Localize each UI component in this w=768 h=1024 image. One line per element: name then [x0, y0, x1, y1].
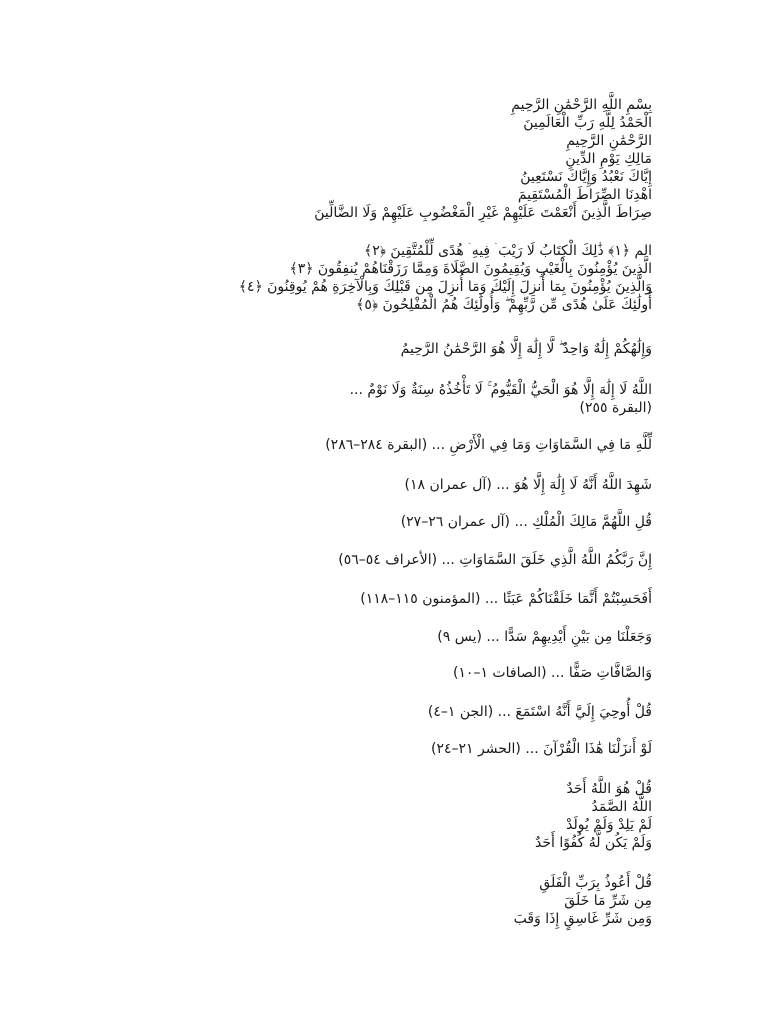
reference-line: قُلْ أُوحِيَ إِلَيَّ أَنَّهُ اسْتَمَعَ ... (الجن ١–٤): [427, 704, 652, 720]
verse-line: صِرَاطَ الَّذِينَ أَنْعَمْتَ عَلَيْهِمْ غَيْرِ الْمَغْضُوبِ عَلَيْهِمْ وَلَا الضَّالِّينَ: [314, 205, 652, 221]
verse-line: أُولَٰئِكَ عَلَىٰ هُدًى مِّن رَّبِّهِمْ ۖ وَأُولَٰئِكَ هُمُ الْمُفْلِحُونَ ﴿٥﴾: [356, 297, 652, 313]
reference-line: شَهِدَ اللَّهُ أَنَّهُ لَا إِلَٰهَ إِلَّا هُوَ ... (آل عمران ١٨): [404, 477, 652, 493]
verse-line: الرَّحْمَٰنِ الرَّحِيمِ: [566, 133, 652, 149]
verse-line: وَإِلَٰهُكُمْ إِلَٰهٌ وَاحِدٌ ۖ لَّا إِلَٰهَ إِلَّا هُوَ الرَّحْمَٰنُ الرَّحِيمُ: [400, 341, 652, 357]
reference-line: وَجَعَلْنَا مِن بَيْنِ أَيْدِيهِمْ سَدًّا ... (يس ٩): [437, 629, 652, 645]
verse-ilahukum: [112, 340, 652, 358]
reference-line: أَفَحَسِبْتُمْ أَنَّمَا خَلَقْنَاكُمْ عَبَثًا ... (المؤمنون ١١٥–١١٨): [360, 591, 652, 607]
verse-line: قُلْ هُوَ اللَّهُ أَحَدٌ: [566, 781, 652, 797]
reference-line: إِنَّ رَبَّكُمُ اللَّهُ الَّذِي خَلَقَ السَّمَاوَاتِ ... (الأعراف ٥٤–٥٦): [338, 552, 652, 568]
verse-line: وَالَّذِينَ يُؤْمِنُونَ بِمَا أُنزِلَ إِلَيْكَ وَمَا أُنزِلَ مِن قَبْلِكَ وَبِالْآخِرَةِ هُمْ يُوقِنُونَ ﴿٤﴾: [238, 279, 652, 295]
verse-line: اللَّهُ الصَّمَدُ: [591, 799, 652, 815]
verse-line: الم ﴿١﴾ ذَٰلِكَ الْكِتَابُ لَا رَيْبَ ۛ فِيهِ ۛ هُدًى لِّلْمُتَّقِينَ ﴿٢﴾: [364, 243, 652, 259]
ayat-kursi: [112, 381, 652, 417]
reference-line: لِّلَّهِ مَا فِي السَّمَاوَاتِ وَمَا فِي الْأَرْضِ ... (البقرة ٢٨٤–٢٨٦): [325, 437, 652, 453]
verse-line: مِن شَرِّ مَا خَلَقَ: [564, 893, 652, 909]
verse-line: اهْدِنَا الصِّرَاطَ الْمُسْتَقِيمَ: [517, 187, 652, 203]
verse-line: مَالِكِ يَوْمِ الدِّينِ: [565, 151, 652, 167]
baqarah-opening: [112, 242, 652, 314]
verse-line: إِيَّاكَ نَعْبُدُ وَإِيَّاكَ نَسْتَعِينُ: [520, 169, 652, 185]
surah-ikhlas: [112, 780, 652, 852]
surah-falaq: [112, 874, 652, 928]
reference-line: وَالصَّافَّاتِ صَفًّا ... (الصافات ١–١٠): [452, 665, 652, 681]
verse-line: لَمْ يَلِدْ وَلَمْ يُولَدْ: [566, 817, 652, 833]
verse-reference: (البقرة ٢٥٥): [579, 400, 652, 416]
verse-line: وَمِن شَرِّ غَاسِقٍ إِذَا وَقَبَ: [513, 911, 652, 927]
verse-line: الَّذِينَ يُؤْمِنُونَ بِالْغَيْبِ وَيُقِيمُونَ الصَّلَاةَ وَمِمَّا رَزَقْنَاهُمْ يُنفِقُونَ ﴿٣﴾: [289, 261, 652, 277]
reference-line: قُلِ اللَّهُمَّ مَالِكَ الْمُلْكِ ... (آل عمران ٢٦–٢٧): [400, 514, 652, 530]
reference-line: لَوْ أَنزَلْنَا هَٰذَا الْقُرْآنَ ... (الحشر ٢١–٢٤): [430, 741, 652, 757]
verse-line: قُلْ أَعُوذُ بِرَبِّ الْفَلَقِ: [539, 875, 652, 891]
verse-line: اللَّهُ لَا إِلَٰهَ إِلَّا هُوَ الْحَيُّ الْقَيُّومُ ۚ لَا تَأْخُذُهُ سِنَةٌ وَلَا نَوْمٌ ...: [349, 382, 652, 398]
verse-line: الْحَمْدُ لِلَّهِ رَبِّ الْعَالَمِينَ: [523, 115, 652, 131]
verse-line: وَلَمْ يَكُن لَّهُ كُفُوًا أَحَدٌ: [535, 835, 652, 851]
surah-fatiha: [112, 96, 652, 222]
verse-line: بِسْمِ اللَّهِ الرَّحْمَٰنِ الرَّحِيمِ: [511, 97, 652, 113]
